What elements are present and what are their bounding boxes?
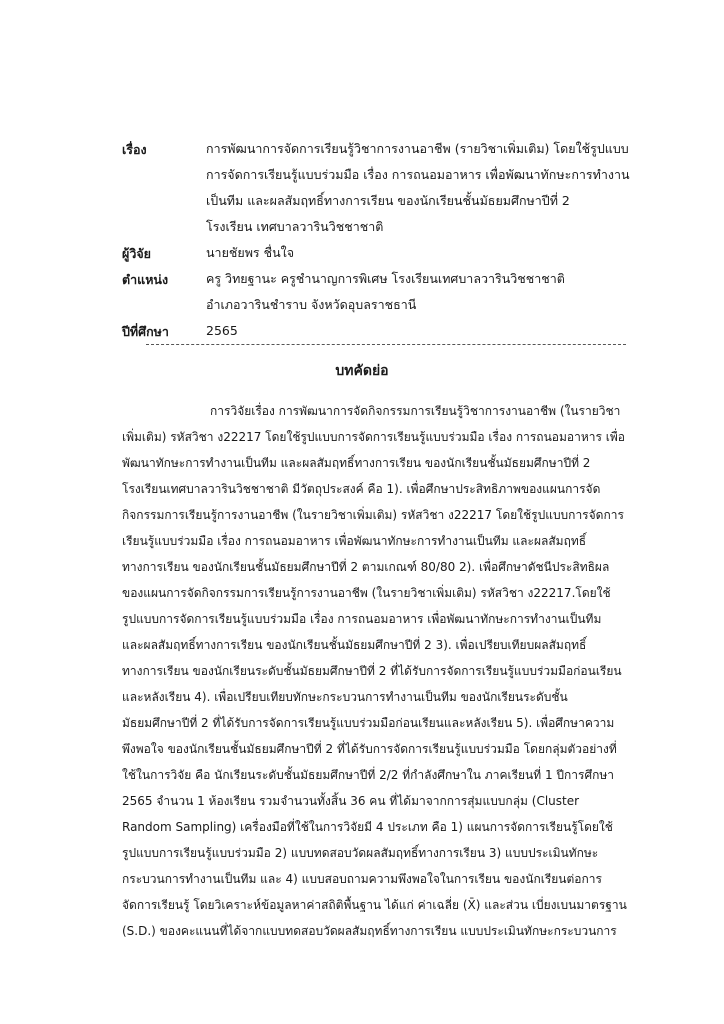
year-label: ปีที่ศึกษา: [122, 324, 169, 339]
abstract-line: พัฒนาทักษะการทำงานเป็นทีม และผลสัมฤทธิ์ทางการเรียน ของนักเรียนชั้นมัธยมศึกษาปีที่ 2: [122, 456, 591, 470]
title-line: การพัฒนาการจัดการเรียนรู้วิชาการงานอาชีพ (รายวิชาเพิ่มเติม) โดยใช้รูปแบบ: [206, 141, 629, 156]
title-label: เรื่อง: [122, 142, 147, 157]
abstract-line: และผลสัมฤทธิ์ทางการเรียน ของนักเรียนชั้นมัธยมศึกษาปีที่ 2 3). เพื่อเปรียบเทียบผลสัมฤทธิ์: [122, 638, 587, 652]
dashed-divider: [146, 344, 626, 345]
abstract-line: มัธยมศึกษาปีที่ 2 ที่ได้รับการจัดการเรียนรู้แบบร่วมมือก่อนเรียนและหลังเรียน 5). เพื่อศึกษาความ: [122, 716, 615, 730]
position-text: [206, 270, 656, 322]
abstract-heading: บทคัดย่อ: [335, 363, 389, 379]
abstract-line: รูปแบบการเรียนรู้แบบร่วมมือ 2) แบบทดสอบวัดผลสัมฤทธิ์ทางการเรียน 3) แบบประเมินทักษะ: [122, 846, 599, 860]
title-line: โรงเรียน เทศบาลวารินวิชชาชาติ: [206, 219, 384, 234]
abstract-line: โรงเรียนเทศบาลวารินวิชชาชาติ มีวัตถุประสงค์ คือ 1). เพื่อศึกษาประสิทธิภาพของแผนการจัด: [122, 482, 601, 496]
title-line: การจัดการเรียนรู้แบบร่วมมือ เรื่อง การถนอมอาหาร เพื่อพัฒนาทักษะการทำงาน: [206, 167, 630, 182]
abstract-line: พึงพอใจ ของนักเรียนชั้นมัธยมศึกษาปีที่ 2 ที่ได้รับการจัดการเรียนรู้แบบร่วมมือ โดยกลุ่มตัวอย่างที่: [122, 742, 617, 756]
abstract-line: เพิ่มเติม) รหัสวิชา ง22217 โดยใช้รูปแบบการจัดการเรียนรู้แบบร่วมมือ เรื่อง การถนอมอาหาร เพื่อ: [122, 430, 625, 444]
abstract-body: [122, 400, 642, 946]
researcher-name: นายชัยพร ชื่นใจ: [206, 245, 295, 260]
title-line: เป็นทีม และผลสัมฤทธิ์ทางการเรียน ของนักเรียนชั้นมัธยมศึกษาปีที่ 2: [206, 193, 570, 208]
researcher-text: [206, 244, 656, 270]
abstract-line: จัดการเรียนรู้ โดยวิเคราะห์ข้อมูลหาค่าสถิติพื้นฐาน ได้แก่ ค่าเฉลี่ย (X̄) และส่วน เบี่ยงเบนมาตรฐาน: [122, 898, 627, 912]
abstract-line: กิจกรรมการเรียนรู้การงานอาชีพ (ในรายวิชาเพิ่มเติม) รหัสวิชา ง22217 โดยใช้รูปแบบการจัดการ: [122, 508, 624, 522]
abstract-line: (S.D.) ของคะแนนที่ได้จากแบบทดสอบวัดผลสัมฤทธิ์ทางการเรียน แบบประเมินทักษะกระบวนการ: [122, 924, 617, 938]
abstract-line: และหลังเรียน 4). เพื่อเปรียบเทียบทักษะกระบวนการทำงานเป็นทีม ของนักเรียนระดับชั้น: [122, 690, 568, 704]
abstract-line: รูปแบบการจัดการเรียนรู้แบบร่วมมือ เรื่อง การถนอมอาหาร เพื่อพัฒนาทักษะการทำงานเป็นทีม: [122, 612, 602, 626]
abstract-line: ทางการเรียน ของนักเรียนชั้นมัธยมศึกษาปีที่ 2 ตามเกณฑ์ 80/80 2). เพื่อศึกษาดัชนีประสิทธิผล: [122, 560, 610, 574]
abstract-line: 2565 จำนวน 1 ห้องเรียน รวมจำนวนทั้งสิ้น 36 คน ที่ได้มาจากการสุ่มแบบกลุ่ม (Cluster: [122, 794, 580, 808]
abstract-line: กระบวนการทำงานเป็นทีม และ 4) แบบสอบถามความพึงพอใจในการเรียน ของนักเรียนต่อการ: [122, 872, 602, 886]
position-label: ตำแหน่ง: [122, 272, 169, 287]
year-value: 2565: [206, 323, 238, 338]
researcher-label: ผู้วิจัย: [122, 246, 151, 261]
abstract-line: Random Sampling) เครื่องมือที่ใช้ในการวิจัยมี 4 ประเภท คือ 1) แผนการจัดการเรียนรู้โดยใช้: [122, 820, 613, 834]
abstract-line: เรียนรู้แบบร่วมมือ เรื่อง การถนอมอาหาร เพื่อพัฒนาทักษะการทำงานเป็นทีม และผลสัมฤทธิ์: [122, 534, 587, 548]
abstract-line: ทางการเรียน ของนักเรียนระดับชั้นมัธยมศึกษาปีที่ 2 ที่ได้รับการจัดการเรียนรู้แบบร่วมมือก่อนเรียน: [122, 664, 622, 678]
abstract-line: ใช้ในการวิจัย คือ นักเรียนระดับชั้นมัธยมศึกษาปีที่ 2/2 ที่กำลังศึกษาใน ภาคเรียนที่ 1 ปีการศึกษา: [122, 768, 615, 782]
abstract-line: ของแผนการจัดกิจกรรมการเรียนรู้การงานอาชีพ (ในรายวิชาเพิ่มเติม) รหัสวิชา ง22217.โดยใช้: [122, 586, 611, 600]
position-line: อำเภอวารินชำราบ จังหวัดอุบลราชธานี: [206, 297, 417, 312]
title-text: [206, 140, 656, 244]
abstract-line: การวิจัยเรื่อง การพัฒนาการจัดกิจกรรมการเรียนรู้วิชาการงานอาชีพ (ในรายวิชา: [210, 404, 621, 418]
position-line: ครู วิทยฐานะ ครูชำนาญการพิเศษ โรงเรียนเทศบาลวารินวิชชาชาติ: [206, 271, 565, 286]
